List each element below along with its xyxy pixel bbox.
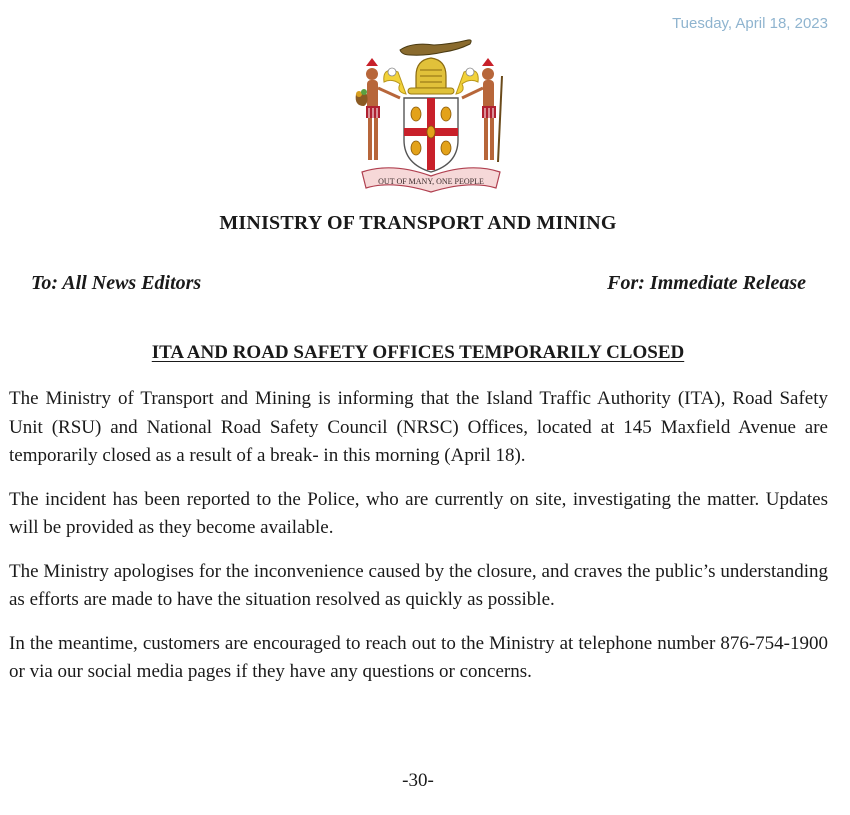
recipient-line: To: All News Editors (31, 272, 202, 294)
release-date: Tuesday, April 18, 2023 (672, 15, 828, 32)
ministry-name: MINISTRY OF TRANSPORT AND MINING (219, 212, 617, 234)
paragraph-apology: The Ministry apologises for the inconvenience caused by the closure, and craves the public’s understanding as efforts are made to have the situation resolved as quickly as possible. (9, 560, 828, 610)
release-headline: ITA AND ROAD SAFETY OFFICES TEMPORARILY CLOSED (151, 342, 685, 363)
crocodile (400, 40, 471, 55)
end-marker: -30- (402, 770, 434, 791)
paragraph-closure: The Ministry of Transport and Mining is informing that the Island Traffic Authority (ITA), Road Safety Unit (RSU) and National Road Safety Council (NRSC) Offices, located at 145 Maxfield Avenue are temporarily closed as a result of a break- in this morning (April 18). (9, 388, 828, 466)
release-type: For: Immediate Release (607, 272, 806, 294)
helmet (416, 58, 446, 88)
release-body (9, 385, 828, 702)
paragraph-contact: In the meantime, customers are encouraged to reach out to the Ministry at telephone number 876-754-1900 or via our social media pages if they have any questions or concerns. (9, 632, 828, 682)
motto-text: OUT OF MANY, ONE PEOPLE (378, 177, 484, 186)
jamaica-coat-of-arms (352, 36, 510, 196)
paragraph-police: The incident has been reported to the Police, who are currently on site, investigating the matter. Updates will be provided as they become available. (9, 488, 828, 538)
